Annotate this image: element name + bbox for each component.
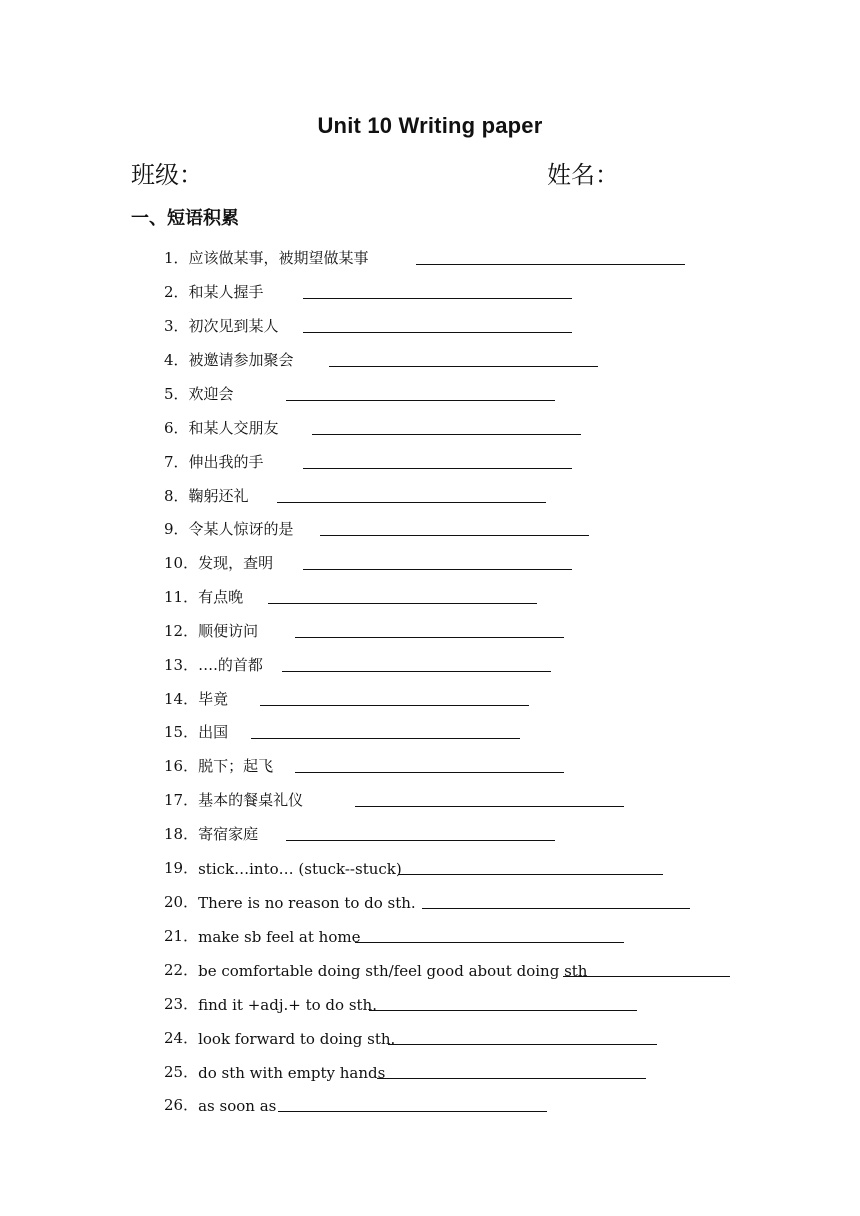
answer-blank-line[interactable] bbox=[416, 264, 685, 265]
item-number: 15． bbox=[164, 723, 199, 741]
phrase-item bbox=[164, 583, 243, 607]
item-prompt: 欢迎会 bbox=[188, 385, 234, 403]
item-prompt: be comfortable doing sth/feel good about doing sth bbox=[198, 962, 588, 980]
phrase-item bbox=[164, 278, 264, 302]
item-prompt: 应该做某事，被期望做某事 bbox=[188, 249, 369, 267]
item-number: 7． bbox=[164, 453, 189, 471]
class-label: 班级： bbox=[131, 161, 203, 189]
phrase-item bbox=[164, 956, 587, 980]
answer-blank-line[interactable] bbox=[303, 569, 572, 570]
item-number: 4． bbox=[164, 351, 189, 369]
item-number: 14． bbox=[164, 690, 199, 708]
item-number: 5． bbox=[164, 385, 189, 403]
item-number: 6． bbox=[164, 419, 189, 437]
phrase-item bbox=[164, 786, 303, 810]
phrase-item bbox=[164, 1058, 385, 1082]
answer-blank-line[interactable] bbox=[282, 671, 551, 672]
item-prompt: find it +adj.+ to do sth. bbox=[198, 996, 377, 1014]
item-prompt: 初次见到某人 bbox=[188, 317, 279, 335]
item-number: 19． bbox=[164, 859, 199, 877]
answer-blank-line[interactable] bbox=[303, 298, 572, 299]
item-prompt: look forward to doing sth. bbox=[198, 1030, 396, 1048]
phrase-item bbox=[164, 380, 234, 404]
item-prompt: as soon as bbox=[198, 1097, 277, 1115]
item-number: 3． bbox=[164, 317, 189, 335]
phrase-item bbox=[164, 718, 228, 742]
phrase-item bbox=[164, 922, 360, 946]
answer-blank-line[interactable] bbox=[286, 840, 555, 841]
answer-blank-line[interactable] bbox=[251, 738, 520, 739]
answer-blank-line[interactable] bbox=[312, 434, 581, 435]
item-prompt: There is no reason to do sth. bbox=[198, 894, 416, 912]
phrase-item bbox=[164, 888, 416, 912]
item-number: 9． bbox=[164, 520, 189, 538]
item-number: 17． bbox=[164, 791, 199, 809]
answer-blank-line[interactable] bbox=[295, 637, 564, 638]
phrase-item bbox=[164, 820, 258, 844]
answer-blank-line[interactable] bbox=[260, 705, 529, 706]
item-number: 23． bbox=[164, 995, 199, 1013]
phrase-item bbox=[164, 244, 369, 268]
page-title: Unit 10 Writing paper bbox=[317, 113, 543, 138]
answer-blank-line[interactable] bbox=[369, 1010, 637, 1011]
item-prompt: make sb feel at home bbox=[198, 928, 361, 946]
section-heading: 一、短语积累 bbox=[131, 208, 239, 229]
phrase-item bbox=[164, 482, 249, 506]
answer-blank-line[interactable] bbox=[303, 468, 572, 469]
item-number: 11． bbox=[164, 588, 199, 606]
item-prompt: 发现，查明 bbox=[198, 554, 274, 572]
answer-blank-line[interactable] bbox=[329, 366, 598, 367]
answer-blank-line[interactable] bbox=[355, 806, 624, 807]
item-number: 20． bbox=[164, 893, 199, 911]
item-number: 22． bbox=[164, 961, 199, 979]
phrase-item bbox=[164, 414, 279, 438]
item-prompt: 顺便访问 bbox=[198, 622, 259, 640]
item-number: 13． bbox=[164, 656, 199, 674]
phrase-item bbox=[164, 448, 264, 472]
answer-blank-line[interactable] bbox=[278, 1111, 547, 1112]
answer-blank-line[interactable] bbox=[355, 942, 624, 943]
item-number: 18． bbox=[164, 825, 199, 843]
item-number: 10． bbox=[164, 554, 199, 572]
answer-blank-line[interactable] bbox=[422, 908, 690, 909]
answer-blank-line[interactable] bbox=[563, 976, 730, 977]
answer-blank-line[interactable] bbox=[303, 332, 572, 333]
item-prompt: 出国 bbox=[198, 723, 229, 741]
item-prompt: 有点晚 bbox=[198, 588, 244, 606]
answer-blank-line[interactable] bbox=[268, 603, 537, 604]
answer-blank-line[interactable] bbox=[377, 1078, 646, 1079]
item-prompt: do sth with empty hands bbox=[198, 1064, 386, 1082]
item-prompt: 脱下；起飞 bbox=[198, 757, 274, 775]
item-prompt: 基本的餐桌礼仪 bbox=[198, 791, 304, 809]
answer-blank-line[interactable] bbox=[295, 772, 564, 773]
item-number: 2． bbox=[164, 283, 189, 301]
item-number: 25． bbox=[164, 1063, 199, 1081]
item-number: 1． bbox=[164, 249, 189, 267]
item-number: 26． bbox=[164, 1096, 199, 1114]
item-number: 21． bbox=[164, 927, 199, 945]
phrase-item bbox=[164, 312, 279, 336]
item-prompt: 毕竟 bbox=[198, 690, 229, 708]
phrase-item bbox=[164, 617, 258, 641]
item-prompt: stick…into… (stuck--stuck) bbox=[198, 860, 402, 878]
item-prompt: 鞠躬还礼 bbox=[188, 487, 249, 505]
item-prompt: 寄宿家庭 bbox=[198, 825, 259, 843]
phrase-item bbox=[164, 651, 263, 675]
item-prompt: 伸出我的手 bbox=[188, 453, 264, 471]
phrase-item bbox=[164, 549, 273, 573]
item-prompt: ….的首都 bbox=[198, 656, 263, 674]
item-prompt: 被邀请参加聚会 bbox=[188, 351, 294, 369]
phrase-item bbox=[164, 854, 402, 878]
item-number: 8． bbox=[164, 487, 189, 505]
answer-blank-line[interactable] bbox=[398, 874, 663, 875]
phrase-item bbox=[164, 346, 294, 370]
item-prompt: 令某人惊讶的是 bbox=[188, 520, 294, 538]
phrase-item bbox=[164, 1024, 395, 1048]
answer-blank-line[interactable] bbox=[277, 502, 546, 503]
phrase-item bbox=[164, 1091, 276, 1115]
phrase-item bbox=[164, 752, 273, 776]
item-prompt: 和某人交朋友 bbox=[188, 419, 279, 437]
phrase-item bbox=[164, 515, 294, 539]
item-number: 12． bbox=[164, 622, 199, 640]
answer-blank-line[interactable] bbox=[286, 400, 555, 401]
answer-blank-line[interactable] bbox=[320, 535, 589, 536]
item-number: 16． bbox=[164, 757, 199, 775]
name-label: 姓名： bbox=[547, 161, 619, 189]
item-number: 24． bbox=[164, 1029, 199, 1047]
item-prompt: 和某人握手 bbox=[188, 283, 264, 301]
phrase-item bbox=[164, 990, 377, 1014]
phrase-item bbox=[164, 685, 228, 709]
answer-blank-line[interactable] bbox=[388, 1044, 657, 1045]
